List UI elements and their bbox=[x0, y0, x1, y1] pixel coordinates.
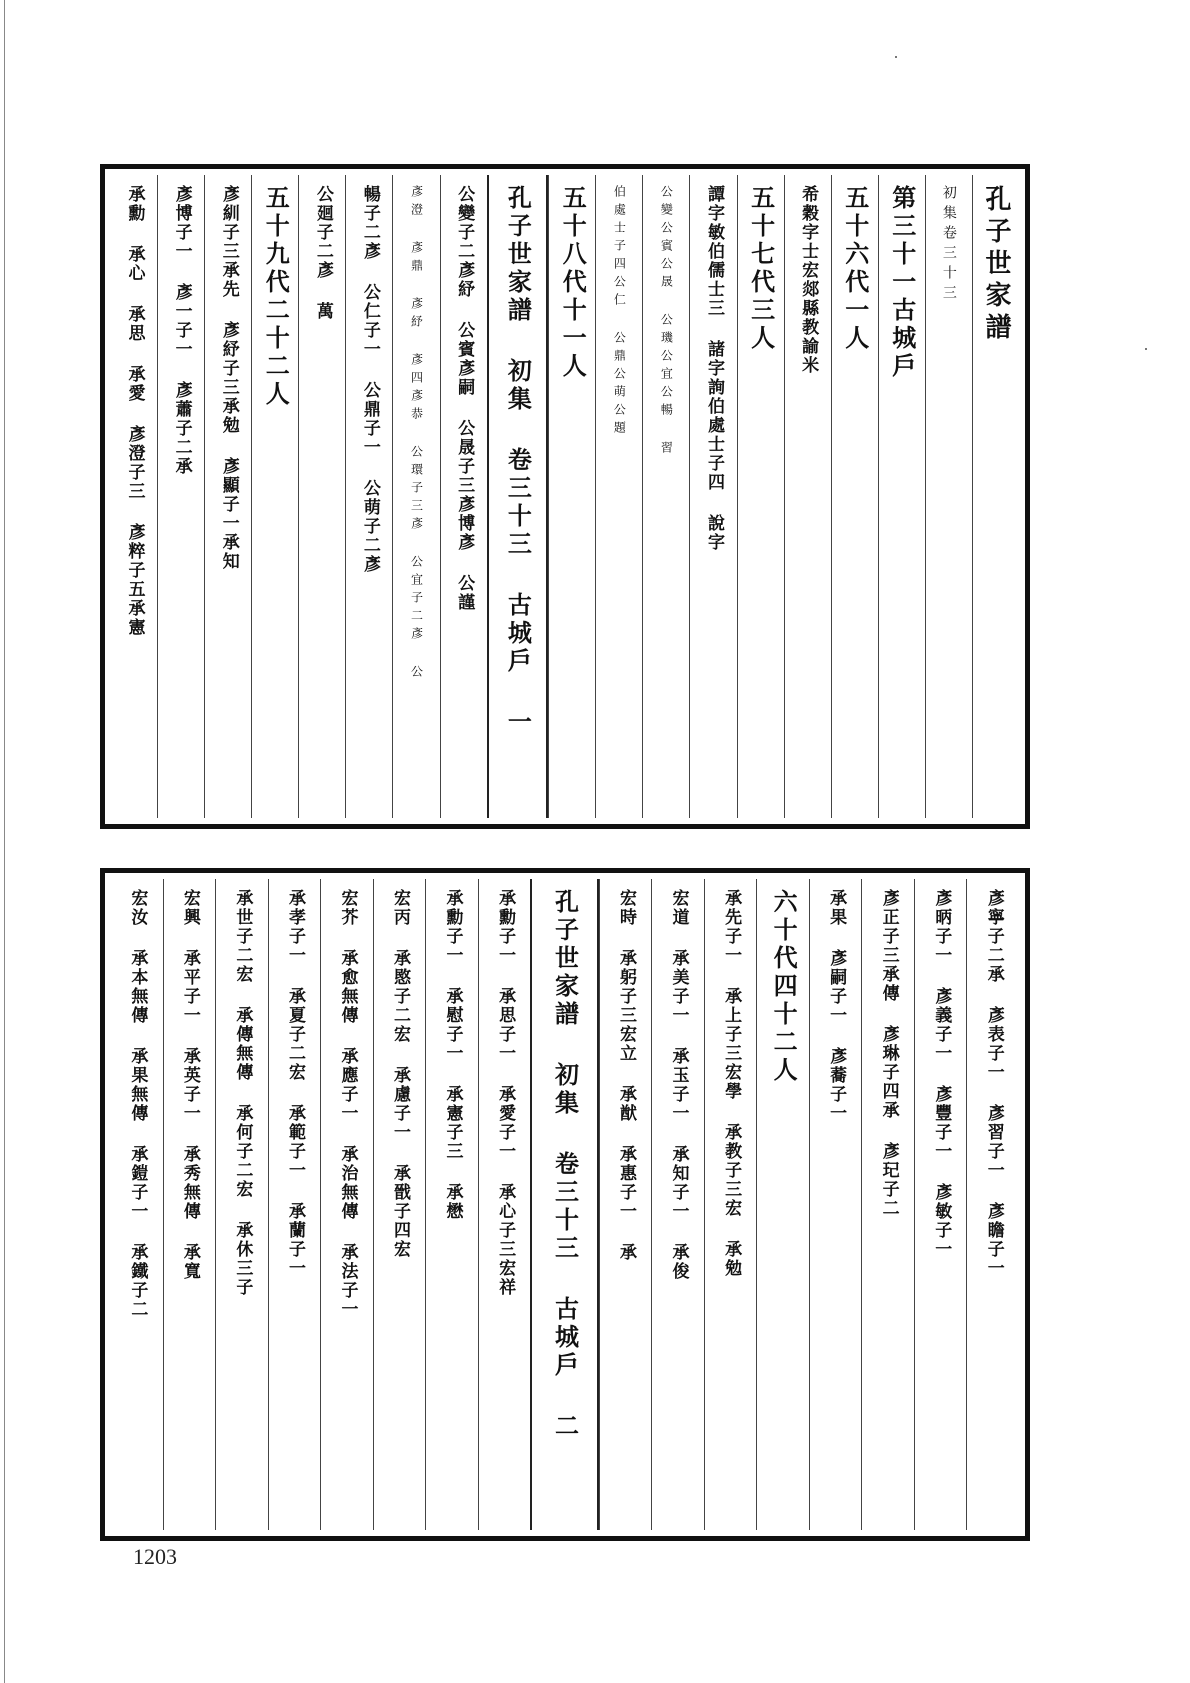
column-text: 彥紃子三承先 彥紓子三承勉 彥顯子一承知 bbox=[218, 185, 239, 571]
column-text: 彥澄 彥鼎 彥紓 彥四彥恭 公環子三彥 公宜子二彥 公 bbox=[409, 185, 424, 683]
top-panel-column bbox=[298, 175, 345, 818]
scan-edge-line bbox=[4, 0, 5, 1683]
center-fold-title: 孔子世家譜 初集 卷三十三 古城戶 二 bbox=[550, 889, 580, 1441]
top-panel-column bbox=[972, 175, 1019, 818]
bottom-panel-column bbox=[651, 879, 704, 1530]
top-panel-columns bbox=[111, 175, 1019, 818]
column-text: 五十九代二十二人 bbox=[261, 185, 291, 409]
column-text: 公廻子二彥 萬 bbox=[312, 185, 333, 321]
bottom-panel-column bbox=[111, 879, 163, 1530]
column-text: 初集卷三十三 bbox=[940, 185, 957, 305]
bottom-panel-column bbox=[914, 879, 967, 1530]
column-text: 六十代四十二人 bbox=[769, 889, 799, 1085]
top-panel-column bbox=[737, 175, 784, 818]
column-text: 承勳 承心 承思 承愛 彥澄子三 彥粹子五承憲 bbox=[124, 185, 145, 637]
column-text: 承孝子一 承夏子二宏 承範子一 承蘭子一 bbox=[284, 889, 305, 1278]
bottom-panel-column bbox=[163, 879, 216, 1530]
column-text: 承果 彥嗣子一 彥蕎子一 bbox=[826, 889, 847, 1123]
column-text: 宏時 承躬子三宏立 承猷 承惠子一 承 bbox=[616, 889, 637, 1262]
bottom-panel-columns bbox=[111, 879, 1019, 1530]
column-text: 五十八代十一人 bbox=[558, 185, 588, 381]
bottom-panel-column bbox=[268, 879, 321, 1530]
column-text: 五十七代三人 bbox=[746, 185, 776, 353]
top-panel-column bbox=[487, 175, 549, 818]
top-panel-column bbox=[595, 175, 642, 818]
bottom-panel-column bbox=[530, 879, 598, 1530]
top-panel-column bbox=[345, 175, 392, 818]
center-fold-title: 孔子世家譜 初集 卷三十三 古城戶 一 bbox=[503, 185, 533, 737]
bottom-panel-column bbox=[809, 879, 862, 1530]
column-text: 五十六代一人 bbox=[840, 185, 870, 353]
top-panel-column bbox=[831, 175, 878, 818]
column-text: 譚字敏伯儒士三 諸字詢伯處士子四 說字 bbox=[703, 185, 724, 552]
column-text: 彥博子一 彥一子一 彥蕭子二承 bbox=[171, 185, 192, 476]
top-panel-column bbox=[251, 175, 298, 818]
column-text: 彥寧子二承 彥表子一 彥習子一 彥瞻子一 bbox=[983, 889, 1004, 1278]
bottom-panel-column bbox=[599, 879, 652, 1530]
bottom-panel-column bbox=[320, 879, 373, 1530]
scan-speck bbox=[895, 56, 897, 58]
top-panel-column bbox=[548, 175, 595, 818]
bottom-panel-column bbox=[425, 879, 478, 1530]
top-panel-column bbox=[689, 175, 736, 818]
column-text: 希穀字士宏郯縣教諭米 bbox=[798, 185, 819, 375]
column-text: 承先子一 承上子三宏學 承教子三宏 承勉 bbox=[721, 889, 742, 1278]
scan-speck bbox=[1145, 348, 1147, 350]
bottom-panel-column bbox=[756, 879, 809, 1530]
column-text: 公變公賓公晟 公璣公宜公暢 習 bbox=[659, 185, 674, 459]
bottom-panel-column bbox=[373, 879, 426, 1530]
top-page-panel bbox=[100, 164, 1030, 829]
page-number: 1203 bbox=[133, 1544, 177, 1569]
bottom-panel-column bbox=[215, 879, 268, 1530]
column-text: 宏汝 承本無傳 承果無傳 承鎧子一 承鐵子二 bbox=[127, 889, 148, 1319]
bottom-panel-column bbox=[704, 879, 757, 1530]
top-panel-column bbox=[642, 175, 689, 818]
column-text: 宏丙 承愍子二宏 承慮子一 承戩子四宏 bbox=[390, 889, 410, 1259]
column-text: 承世子二宏 承傳無傳 承何子二宏 承休三子 bbox=[232, 889, 253, 1297]
bottom-page-panel bbox=[100, 868, 1030, 1541]
column-text: 彥昞子一 彥義子一 彥豐子一 彥敏子一 bbox=[931, 889, 952, 1259]
column-text: 公變子二彥紓 公賓彥嗣 公晟子三彥博彥 公謹 bbox=[454, 185, 475, 612]
top-panel-column bbox=[111, 175, 157, 818]
top-panel-column bbox=[878, 175, 925, 818]
column-text: 暢子二彥 公仁子一 公鼎子一 公萌子二彥 bbox=[359, 185, 380, 574]
bottom-panel-column bbox=[861, 879, 914, 1530]
top-panel-column bbox=[440, 175, 487, 818]
bottom-panel-column bbox=[966, 879, 1019, 1530]
column-text: 第三十一古城戶 bbox=[887, 185, 917, 381]
top-panel-column bbox=[392, 175, 439, 818]
top-panel-column bbox=[784, 175, 831, 818]
column-text: 宏道 承美子一 承玉子一 承知子一 承俊 bbox=[668, 889, 689, 1281]
column-text: 宏興 承平子一 承英子一 承秀無傳 承寬 bbox=[179, 889, 200, 1281]
top-panel-column bbox=[204, 175, 251, 818]
top-panel-column bbox=[157, 175, 204, 818]
column-text: 承勳子一 承慰子一 承憲子三 承懋 bbox=[442, 889, 463, 1221]
column-text: 宏芥 承愈無傳 承應子一 承治無傳 承法子一 bbox=[337, 889, 358, 1319]
bottom-panel-column bbox=[478, 879, 531, 1530]
column-text: 承勳子一 承思子一 承愛子一 承心子三宏祥 bbox=[495, 889, 516, 1297]
top-panel-column bbox=[925, 175, 972, 818]
column-text: 孔子世家譜 bbox=[980, 185, 1011, 345]
column-text: 彥正子三承傳 彥琳子四承 彥玘子二 bbox=[878, 889, 899, 1218]
column-text: 伯處士子四公仁 公鼎公萌公題 bbox=[612, 185, 627, 439]
